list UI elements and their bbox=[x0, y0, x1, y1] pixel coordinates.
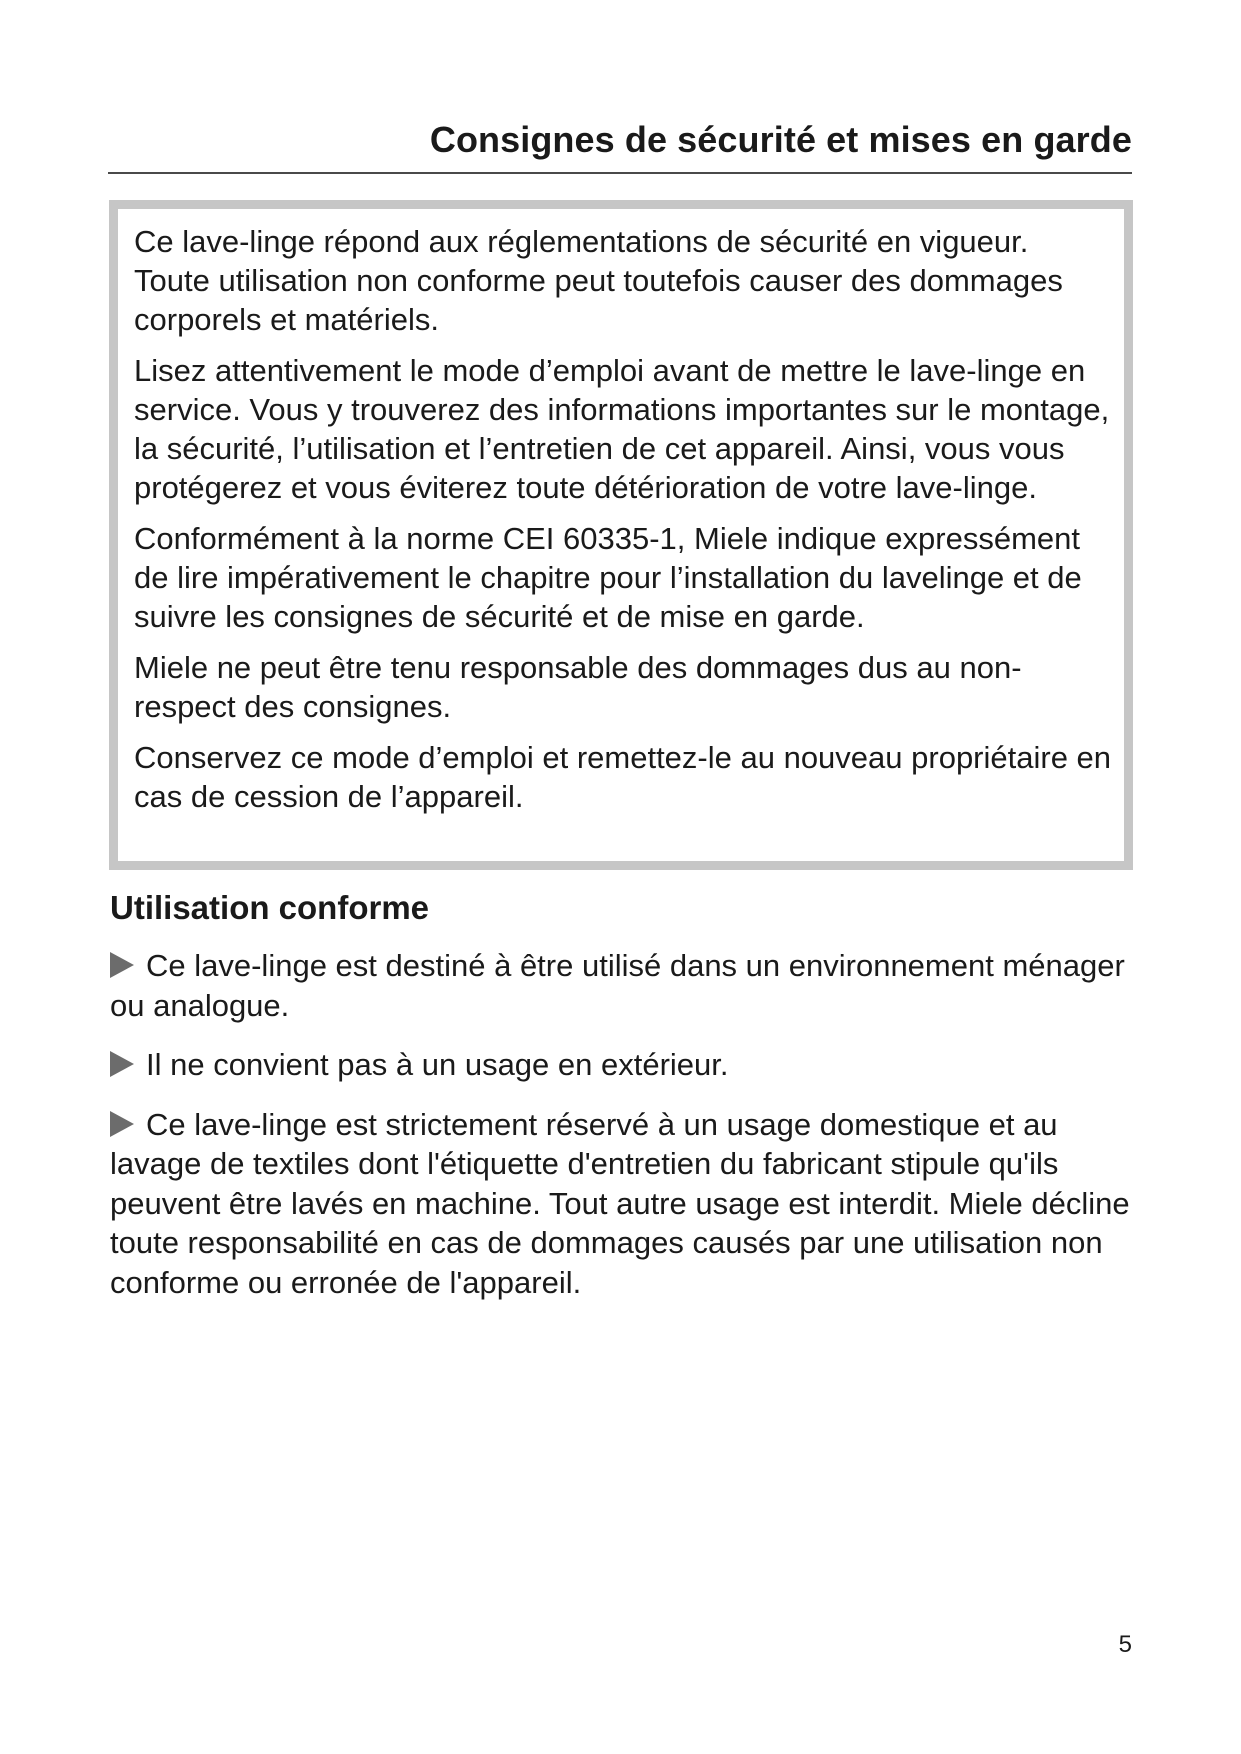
page-number: 5 bbox=[1118, 1631, 1132, 1658]
safety-paragraph: Conservez ce mode d’emploi et remettez-le au nouveau propriétaire en cas de cession de l’appareil. bbox=[134, 740, 1112, 814]
safety-paragraph: Lisez attentivement le mode d’emploi avant de mettre le lave-linge en service. Vous y trouverez des informations importantes sur le montage, la sécurité, l’utilisation et l’entretien de cet appareil. Ainsi, vous vous protégerez et vous éviterez toute détérioration de votre lave-linge. bbox=[134, 353, 1110, 505]
section-heading-usage: Utilisation conforme bbox=[110, 889, 430, 926]
safety-paragraph: Ce lave-linge répond aux réglementations de sécurité en vigueur. Toute utilisation non conforme peut toutefois causer des dommages corporels et matériels. bbox=[134, 224, 1063, 337]
page-title: Consignes de sécurité et mises en garde bbox=[429, 119, 1132, 160]
triangle-arrow-right-icon bbox=[110, 952, 134, 978]
safety-notice-box bbox=[109, 200, 1133, 870]
usage-list bbox=[110, 946, 1140, 1322]
list-item bbox=[110, 946, 1140, 1025]
triangle-arrow-right-icon bbox=[110, 1111, 134, 1137]
list-item-text: Ce lave-linge est strictement réservé à un usage domestique et au lavage de textiles dont l'étiquette d'entretien du fabricant stipule qu'ils peuvent être lavés en machine. Tout autre usage est interdit. Miele décline toute responsabilité en cas de dommages causés par une utilisation non conforme ou erronée de l'appareil. bbox=[110, 1106, 1130, 1300]
list-item-text: Ce lave-linge est destiné à être utilisé dans un environnement ménager ou analogue. bbox=[110, 948, 1125, 1023]
list-item-text: Il ne convient pas à un usage en extérieur. bbox=[146, 1047, 729, 1082]
list-item bbox=[110, 1045, 1140, 1085]
triangle-arrow-right-icon bbox=[110, 1051, 134, 1077]
page-header bbox=[108, 118, 1132, 174]
safety-paragraph: Miele ne peut être tenu responsable des dommages dus au nonrespect des consignes. bbox=[134, 650, 1022, 724]
safety-paragraph: Conformément à la norme CEI 60335-1, Miele indique expressément de lire impérativement le chapitre pour l’installation du lavelinge et de suivre les consignes de sécurité et de mise en garde. bbox=[134, 521, 1082, 634]
list-item bbox=[110, 1105, 1140, 1303]
